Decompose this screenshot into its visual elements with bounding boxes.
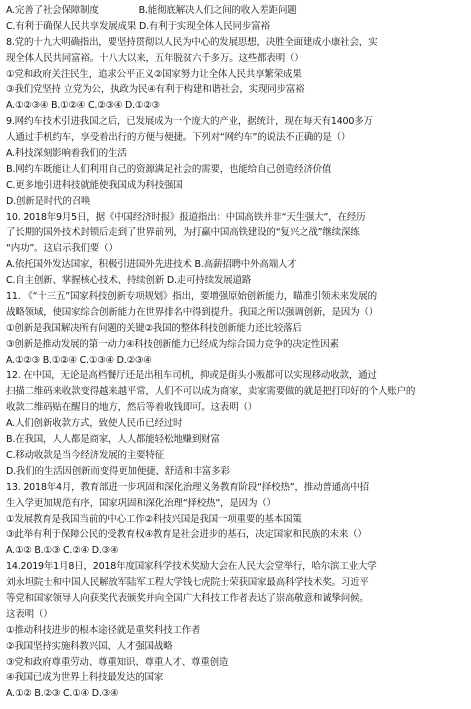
text-line: ①发展教育是我国当前的中心工作②科技兴国是我国一项重要的基本国策 xyxy=(6,513,302,525)
text-line: 人通过手机约车，享受着出行的方便与便捷。下列对“网约车”的说法不正确的是（） xyxy=(6,132,351,144)
text-line: A.人们创新收款方式，致使人民币已经过时 xyxy=(6,418,183,430)
text-line: 了长期的国外技术封锁后走到了世界前列，为打赢中国高铁建设的“复兴之战”继续深练 xyxy=(6,227,360,239)
text-line: ④我国已成为世界上科技最发达的国家 xyxy=(6,672,164,684)
text-line: 等党和国家领导人向获奖代表颁奖并向全国广大科技工作者表达了崇高敬意和诚挚问候。 xyxy=(6,592,369,604)
text-line: “内功”。这启示我们要（） xyxy=(6,243,118,255)
text-line: 这表明（） xyxy=(6,608,53,620)
text-line: B.网约车既能让人们利用自己的资源满足社会的需要，也能给自己创造经济价值 xyxy=(6,163,332,175)
question-14-stem: 14.2019年1月8日，2018年度国家科学技术奖励大会在人民大会堂举行，哈尔滨工业大学 xyxy=(6,561,377,573)
text-line: ③创新是推动发展的第一动力④科技创新能力已经成为综合国力竞争的决定性因素 xyxy=(6,338,339,350)
text-line: ①创新是我国解决所有问题的关键②我国的整体科技创新能力还比较落后 xyxy=(6,322,302,334)
text-line: D.创新是时代的召唤 xyxy=(6,195,91,207)
text-line: 现全体人民共同富裕。十八大以来，五年脱贫六千多万。这些都表明（） xyxy=(6,52,304,64)
question-11-stem: 11. 《“十三五”国家科技创新专项规划》指出，要增强原始创新能力，瞄准引领未来发展的 xyxy=(6,291,377,303)
text-line: ②我国坚持实施科教兴国、人才强国战略 xyxy=(6,640,173,652)
question-10-stem: 10. 2018年9月5日，据《中国经济时报》报道指出：中国高铁并非“天生强大”，在经历 xyxy=(6,211,366,223)
text-line: D.我们的生活因创新而变得更加便捷、舒适和丰富多彩 xyxy=(6,465,230,477)
question-12-stem: 12. 在中国，无论是高档餐厅还是出租车司机，抑或是街头小贩都可以实现移动收款，通过 xyxy=(6,370,377,382)
text-line: 收款二维码贴在醒目的地方，然后等着收钱即可。这表明（） xyxy=(6,402,258,414)
question-8-stem: 8.党的十九大明确指出，要坚持贯彻以人民为中心的发展思想，决胜全面建成小康社会，实 xyxy=(6,36,378,48)
text-line: A.完善了社会保障制度 B.能彻底解决人们之间的收入差距问题 xyxy=(6,5,297,16)
answer-options: A.①②③④ B.①②④ C.②③④ D.①②③ xyxy=(6,100,160,112)
question-13-stem: 13. 2018年4月，教育部进一步巩固和深化治理义务教育阶段“择校热”，推动普通高中招 xyxy=(6,481,369,493)
text-line: B.在我国，人人都是商家，人人都能轻松地赚到财富 xyxy=(6,434,220,446)
text-line: ③此举有利于保障公民的受教育权④教育是社会进步的基石，决定国家和民族的未来（） xyxy=(6,529,367,541)
text-line: A.依托国外发达国家，积极引进国外先进技术 B.高薪招聘中外高端人才 xyxy=(6,259,297,271)
text-line: ③我们党坚持 立党为公，执政为民④有利于构建和谐社会，实现同步富裕 xyxy=(6,84,305,96)
text-line: C.自主创新、掌握核心技术、持续创新 D.走可持续发展道路 xyxy=(6,275,252,287)
text-line: C.有利于确保人民共享发展成果 D.有利于实现全体人民同步富裕 xyxy=(6,20,270,32)
text-line: 刘永坦院士和中国人民解放军陆军工程大学钱七虎院士荣获国家最高科学技术奖。习近平 xyxy=(6,577,369,589)
question-9-stem: 9.网约车技术引进我国之后，已发展成为一个庞大的产业，据统计，现在每天有1400多万 xyxy=(6,116,373,128)
text-line: 扫描二维码来收款变得越来越平常，人们不可以成为商家，卖家需要做的就是把打印好的个人账户的 xyxy=(6,386,416,398)
text-line: ①推动科技进步的根本途径就是重奖科技工作者 xyxy=(6,624,201,636)
text-line: 战略领域，使国家综合创新能力在世界排名中得到提升。我国之所以强调创新，是因为（） xyxy=(6,306,379,318)
text-line: ③党和政府尊重劳动、尊重知识、尊重人才、尊重创造 xyxy=(6,656,229,668)
answer-options: A.①② B.②③ C.①④ D.③④ xyxy=(6,688,119,700)
text-line: C.更多地引进科技就能使我国成为科技强国 xyxy=(6,179,183,191)
answer-options: A.①②③ B.①②④ C.①③④ D.②③④ xyxy=(6,354,152,366)
text-line: C.移动收款是当今经济发展的主要特征 xyxy=(6,449,165,461)
answer-options: A.①② B.①③ C.②④ D.③④ xyxy=(6,545,119,557)
text-line: A.科技深刻影响着我们的生活 xyxy=(6,148,127,160)
text-line: ①党和政府关注民生，追求公平正义②国家努力让全体人民共享繁荣成果 xyxy=(6,68,302,80)
text-line: 生入学更加规范有序，国家巩固和深化治理“择校热”，是因为（） xyxy=(6,497,276,509)
